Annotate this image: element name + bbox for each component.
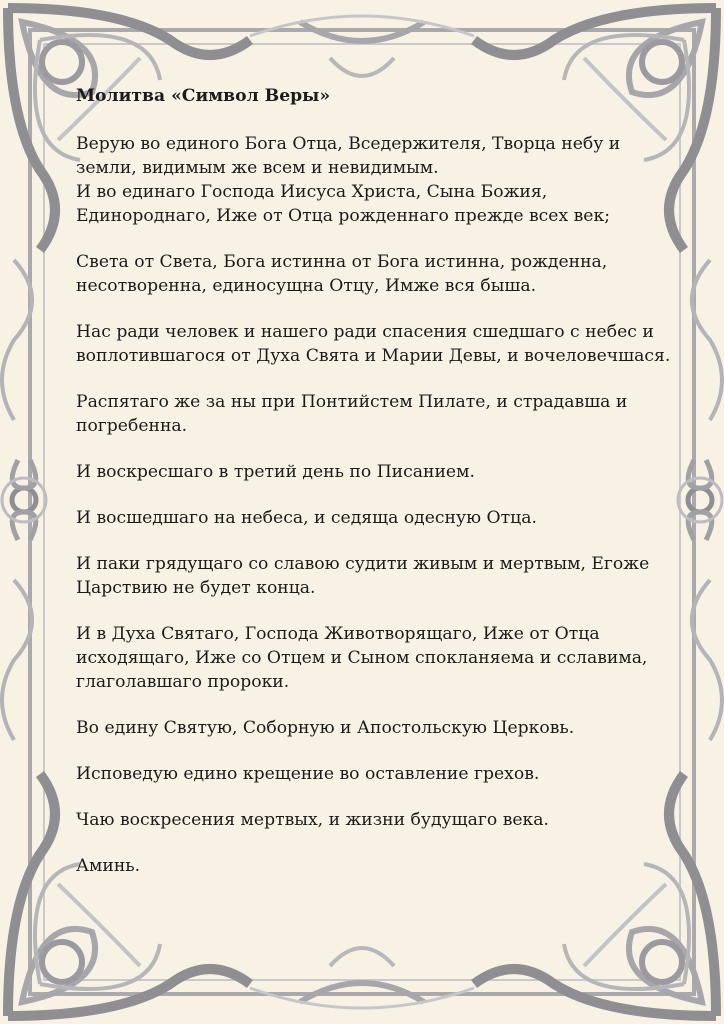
paragraph-line: глаголавшаго пророки. xyxy=(76,672,290,692)
paragraph-line: Чаю воскресения мертвых, и жизни будущаго века. xyxy=(76,810,550,830)
paragraph-line: И паки грядущаго со славою судити живым и мертвым, Егоже xyxy=(76,554,650,574)
paragraph-line: Света от Света, Бога истинна от Бога истинна, рожденна, xyxy=(76,252,608,272)
paragraph-line: И во единаго Господа Иисуса Христа, Сына Божия, xyxy=(76,182,548,202)
prayer-paragraph xyxy=(76,250,676,298)
paragraph-line: Исповедую едино крещение во оставление грехов. xyxy=(76,764,540,784)
paragraph-line: Нас ради человек и нашего ради спасения сшедшаго с небес и xyxy=(76,322,654,342)
paragraph-line: И воскресшаго в третий день по Писанием. xyxy=(76,462,475,482)
prayer-paragraph xyxy=(76,716,676,740)
prayer-paragraph xyxy=(76,622,676,694)
prayer-text xyxy=(76,84,676,900)
prayer-paragraph xyxy=(76,506,676,530)
paragraph-line: несотворенна, единосущна Отцу, Имже вся быша. xyxy=(76,276,537,296)
paragraph-line: Царствию не будет конца. xyxy=(76,578,316,598)
paragraph-line: Распятаго же за ны при Понтийстем Пилате, и страдавша и xyxy=(76,392,628,412)
paragraph-line: погребенна. xyxy=(76,416,188,436)
paragraph-line: исходящаго, Иже со Отцем и Сыном спокланяема и сславима, xyxy=(76,648,648,668)
prayer-paragraph xyxy=(76,320,676,368)
paragraph-line: И в Духа Святаго, Господа Животворящаго, Иже от Отца xyxy=(76,624,600,644)
prayer-paragraph xyxy=(76,390,676,438)
paragraph-line: Единороднаго, Иже от Отца рожденнаго прежде всех век; xyxy=(76,206,610,226)
prayer-paragraph xyxy=(76,762,676,786)
paragraph-line: И восшедшаго на небеса, и седяща одесную Отца. xyxy=(76,508,537,528)
paragraph-line: воплотившагося от Духа Свята и Марии Девы, и вочеловечшася. xyxy=(76,346,671,366)
paragraph-line: земли, видимым же всем и невидимым. xyxy=(76,158,439,178)
prayer-paragraph xyxy=(76,460,676,484)
paragraph-line: Во едину Святую, Соборную и Апостольскую Церковь. xyxy=(76,718,575,738)
prayer-body xyxy=(76,132,676,878)
prayer-paragraph xyxy=(76,854,676,878)
frame-knot-left xyxy=(12,460,36,540)
paragraph-line: Аминь. xyxy=(76,856,141,876)
paragraph-line: Верую во единого Бога Отца, Вседержителя, Творца небу и xyxy=(76,134,621,154)
frame-knot-right xyxy=(688,460,712,540)
prayer-paragraph xyxy=(76,132,676,228)
prayer-paragraph xyxy=(76,808,676,832)
prayer-title: Молитва «Символ Веры» xyxy=(76,86,331,106)
prayer-paragraph xyxy=(76,552,676,600)
